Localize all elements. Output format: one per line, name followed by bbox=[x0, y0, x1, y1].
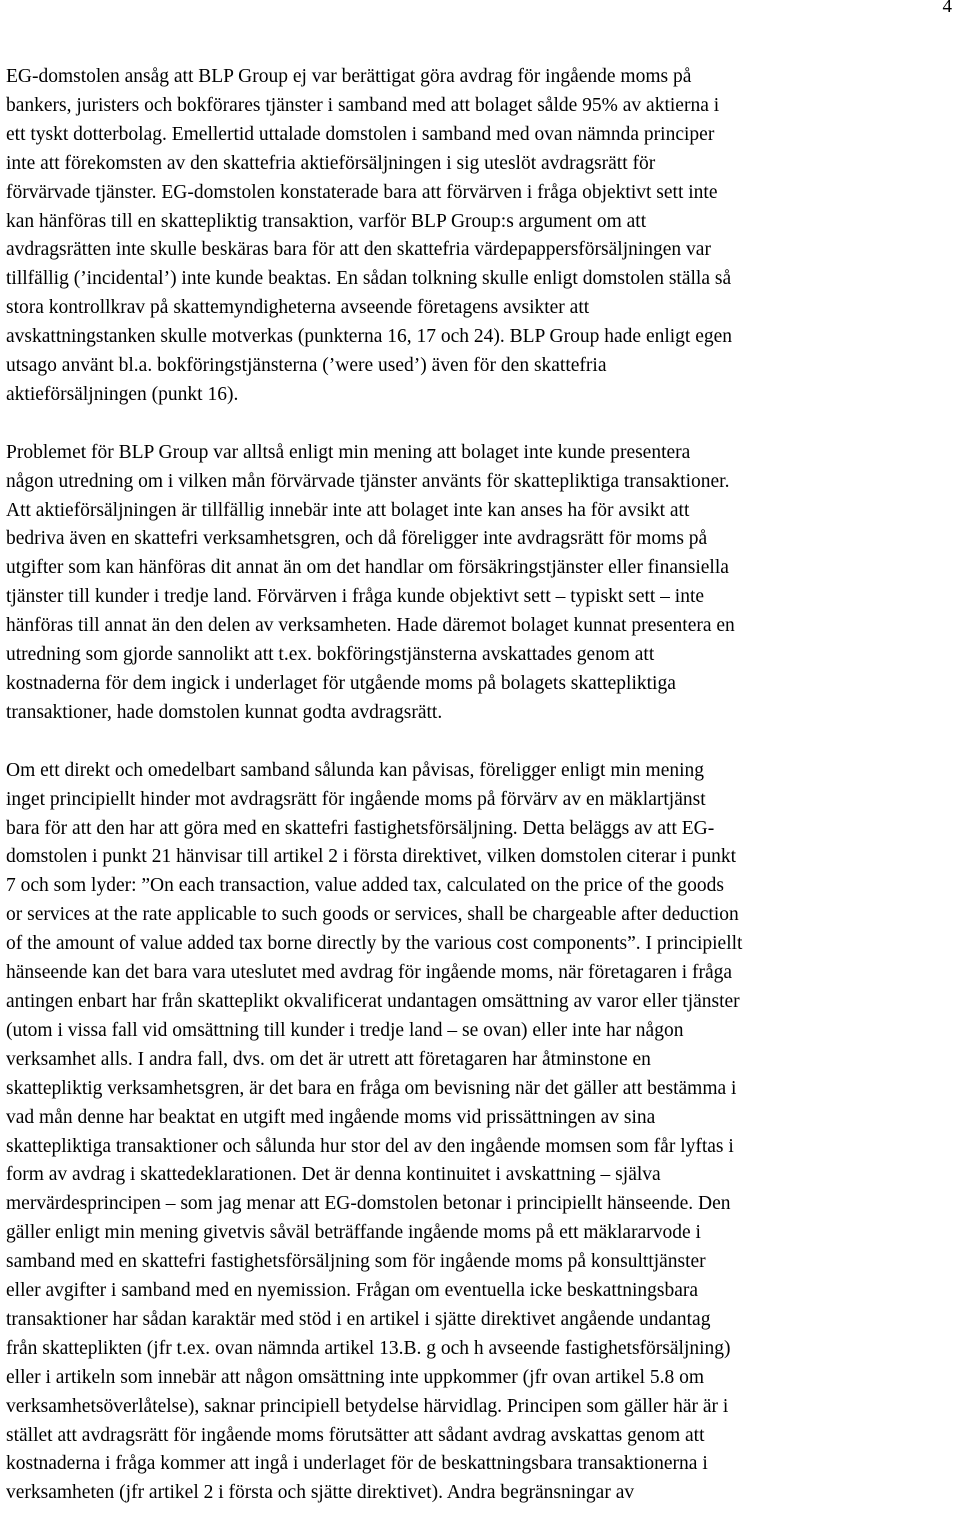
text-line: 7 och som lyder: ”On each transaction, value added tax, calculated on the price of the goods bbox=[6, 875, 724, 897]
text-line: kostnaderna i fråga kommer att ingå i underlaget för de beskattningsbara transaktionerna i bbox=[6, 1453, 708, 1475]
text-line: Att aktieförsäljningen är tillfällig innebär inte att bolaget inte kan anses ha för avsikt att bbox=[6, 499, 690, 521]
text-line: eller i artikeln som innebär att någon omsättning inte uppkommer (jfr ovan artikel 5.8 om bbox=[6, 1366, 705, 1388]
text-line: skattepliktiga transaktioner och sålunda hur stor del av den ingående momsen som får lyftas i bbox=[6, 1135, 734, 1157]
text-line: mervärdesprincipen – som jag menar att EG-domstolen betonar i principiellt hänseende. Den bbox=[6, 1193, 731, 1215]
text-line: gäller enligt min mening givetvis såväl beträffande ingående moms på ett mäklararvode i bbox=[6, 1222, 701, 1244]
text-line: utredning som gjorde sannolikt att t.ex. bokföringstjänsterna avskattades genom att bbox=[6, 644, 655, 666]
text-line: inte att förekomsten av den skattefria aktieförsäljningen i sig uteslöt avdragsrätt för bbox=[6, 152, 656, 174]
text-line: utsago använt bl.a. bokföringstjänsterna (’were used’) även för den skattefria bbox=[6, 355, 607, 377]
page-number: 4 bbox=[942, 0, 952, 17]
paragraph bbox=[6, 439, 960, 728]
text-line: or services at the rate applicable to such goods or services, shall be chargeable after deduction bbox=[6, 904, 739, 926]
text-line: någon utredning om i vilken mån förvärvade tjänster använts för skattepliktiga transaktioner. bbox=[6, 470, 730, 492]
text-line: verksamhet alls. I andra fall, dvs. om det är utrett att företagaren har åtminstone en bbox=[6, 1048, 651, 1070]
text-line: transaktioner har sådan karaktär med stöd i en artikel i sjätte direktivet angående undantag bbox=[6, 1308, 711, 1330]
text-line: hänföras till annat än den delen av verksamheten. Hade däremot bolaget kunnat presentera en bbox=[6, 615, 735, 637]
text-line: avskattningstanken skulle motverkas (punkterna 16, 17 och 24). BLP Group hade enligt egen bbox=[6, 326, 733, 348]
text-line: tillfällig (’incidental’) inte kunde beaktas. En sådan tolkning skulle enligt domstolen ställa så bbox=[6, 268, 732, 290]
text-line: transaktioner, hade domstolen kunnat godta avdragsrätt. bbox=[6, 701, 443, 723]
text-line: hänseende kan det bara vara uteslutet med avdrag för ingående moms, när företagaren i fråga bbox=[6, 962, 733, 984]
text-line: skattepliktig verksamhetsgren, är det bara en fråga om bevisning när det gäller att bestämma i bbox=[6, 1077, 737, 1099]
text-line: samband med en skattefri fastighetsförsäljning som för ingående moms på konsulttjänster bbox=[6, 1251, 706, 1273]
text-line: of the amount of value added tax borne directly by the various cost components”. I principiellt bbox=[6, 933, 743, 955]
text-line: stora kontrollkrav på skattemyndigheterna avseende företagens avsikter att bbox=[6, 297, 590, 319]
text-line: inget principiellt hinder mot avdragsrätt för ingående moms på förvärv av en mäklartjänst bbox=[6, 788, 706, 810]
text-line: utgifter som kan hänföras dit annat än om det handlar om försäkringstjänster eller finansiella bbox=[6, 557, 729, 579]
text-line: form av avdrag i skattedeklarationen. Det är denna kontinuitet i avskattning – själva bbox=[6, 1164, 661, 1186]
text-line: tjänster till kunder i tredje land. Förvärven i fråga kunde objektivt sett – typiskt sett – inte bbox=[6, 586, 705, 608]
text-line: vad mån denne har beaktat en utgift med ingående moms vid prissättningen av sina bbox=[6, 1106, 656, 1128]
text-line: ett tyskt dotterbolag. Emellertid uttalade domstolen i samband med ovan nämnda principer bbox=[6, 123, 715, 145]
text-line: stället att avdragsrätt för ingående moms förutsätter att sådant avdrag avskattas genom att bbox=[6, 1424, 705, 1446]
text-line: verksamhetsöverlåtelse), saknar principiell betydelse härvidlag. Principen som gäller här är i bbox=[6, 1395, 729, 1417]
text-line: Om ett direkt och omedelbart samband sålunda kan påvisas, föreligger enligt min mening bbox=[6, 759, 705, 781]
text-line: EG-domstolen ansåg att BLP Group ej var berättigat göra avdrag för ingående moms på bbox=[6, 66, 692, 87]
paragraph bbox=[6, 63, 960, 410]
text-line: verksamheten (jfr artikel 2 i första och sjätte direktivet). Andra begränsningar av bbox=[6, 1482, 635, 1504]
text-line: bara för att den har att göra med en skattefri fastighetsförsäljning. Detta beläggs av att EG- bbox=[6, 817, 715, 839]
body-text bbox=[6, 63, 960, 1537]
text-line: från skatteplikten (jfr t.ex. ovan nämnda artikel 13.B. g och h avseende fastighetsförsäljning) bbox=[6, 1337, 731, 1359]
text-line: kan hänföras till en skattepliktig transaktion, varför BLP Group:s argument om att bbox=[6, 210, 647, 232]
text-line: förvärvade tjänster. EG-domstolen konstaterade bara att förvärven i fråga objektivt sett inte bbox=[6, 181, 718, 203]
text-line: antingen enbart har från skatteplikt okvalificerat undantagen omsättning av varor eller tjänster bbox=[6, 990, 740, 1012]
paragraph bbox=[6, 757, 960, 1509]
text-line: (utom i vissa fall vid omsättning till kunder i tredje land – se ovan) eller inte har någon bbox=[6, 1019, 684, 1041]
text-line: domstolen i punkt 21 hänvisar till artikel 2 i första direktivet, vilken domstolen citerar i punkt bbox=[6, 846, 737, 868]
text-line: eller avgifter i samband med en nyemission. Frågan om eventuella icke beskattningsbara bbox=[6, 1280, 699, 1302]
text-line: kostnaderna för dem ingick i underlaget för utgående moms på bolagets skattepliktiga bbox=[6, 673, 676, 695]
text-line: aktieförsäljningen (punkt 16). bbox=[6, 383, 239, 405]
text-line: bedriva även en skattefri verksamhetsgren, och då föreligger inte avdragsrätt för moms på bbox=[6, 528, 708, 550]
text-line: avdragsrätten inte skulle beskäras bara för att den skattefria värdepappersförsäljningen var bbox=[6, 239, 711, 261]
text-line: bankers, juristers och bokförares tjänster i samband med att bolaget sålde 95% av aktierna i bbox=[6, 94, 720, 116]
text-line: Problemet för BLP Group var alltså enligt min mening att bolaget inte kunde presentera bbox=[6, 441, 691, 463]
